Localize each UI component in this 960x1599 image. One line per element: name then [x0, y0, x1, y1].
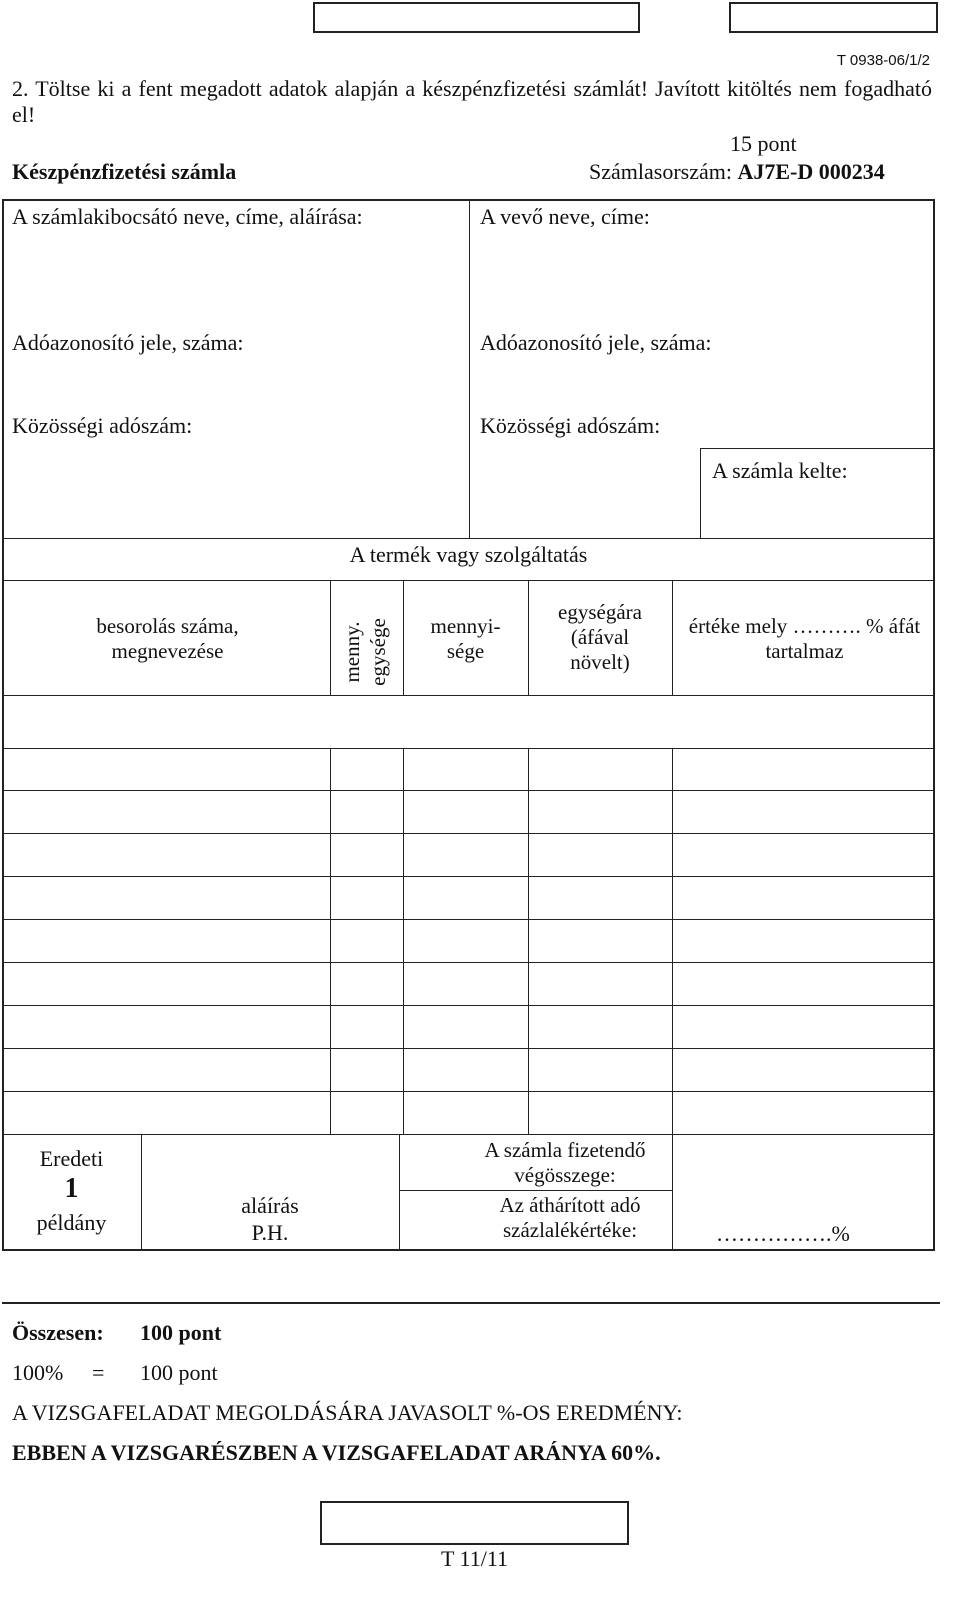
task-instruction: 2. Töltse ki a fent megadott adatok alapján a készpénzfizetési számlát! Javított kitöltés nem fogadható el! — [12, 76, 932, 127]
footer-divider-1 — [141, 1134, 142, 1251]
col-quantity: mennyi-sége — [430, 614, 501, 663]
summary-total-value: 100 pont — [140, 1320, 222, 1345]
page-number: T 11/11 — [440, 1546, 509, 1571]
pct-right: 100 pont — [140, 1360, 218, 1385]
invoice-serial — [589, 159, 885, 185]
row-line-1 — [2, 748, 935, 749]
row-line-5 — [2, 919, 935, 920]
serial-value: AJ7E-D 000234 — [737, 159, 885, 184]
issuer-community-tax-label: Közösségi adószám: — [12, 413, 193, 438]
buyer-community-tax-label: Közösségi adószám: — [480, 413, 661, 438]
buyer-label: A vevő neve, címe: — [480, 204, 650, 229]
issuer-tax-id-label: Adóazonosító jele, száma: — [12, 330, 244, 355]
footer-mid-line — [399, 1190, 672, 1191]
col-classification: besorolás száma, megnevezése — [96, 614, 239, 663]
row-line-4 — [2, 876, 935, 877]
serial-label: Számlasorszám: — [589, 159, 732, 184]
rows-col-1 — [330, 748, 331, 1134]
product-section-top — [2, 538, 935, 539]
footer-divider-2 — [399, 1134, 400, 1251]
tax-rate-label: Az áthárított adó százlalékértéke: — [499, 1193, 641, 1242]
col-value: értéke mely ………. % áfát tartalmaz — [688, 614, 921, 663]
columns-top — [2, 580, 935, 581]
buyer-tax-id-label: Adóazonosító jele, száma: — [480, 330, 712, 355]
row-line-7 — [2, 1005, 935, 1006]
summary-total-label: Összesen: — [12, 1320, 104, 1345]
doc-code: T 0938-06/1/2 — [836, 52, 930, 69]
pct-left: 100% — [12, 1360, 64, 1385]
invoice-date-label: A számla kelte: — [712, 458, 848, 483]
col-divider-4 — [672, 580, 673, 696]
col-divider-2 — [403, 580, 404, 696]
stamp-label: P.H. — [251, 1220, 289, 1245]
date-box-top — [700, 448, 935, 449]
exam-ratio: EBBEN A VIZSGARÉSZBEN A VIZSGAFELADAT ARÁNYA 60%. — [12, 1440, 661, 1465]
col-unit: menny. egysége — [340, 618, 390, 686]
col-divider-3 — [528, 580, 529, 696]
product-section-label: A termék vagy szolgáltatás — [349, 542, 588, 567]
row-line-0 — [2, 695, 935, 696]
date-box-left — [700, 448, 701, 539]
col-divider-1 — [330, 580, 331, 696]
suggested-result: A VIZSGAFELADAT MEGOLDÁSÁRA JAVASOLT %-OS EREDMÉNY: — [12, 1400, 683, 1425]
copy-number: 1 — [64, 1173, 79, 1204]
pct-eq: = — [92, 1360, 105, 1385]
issuer-label: A számlakibocsátó neve, címe, aláírása: — [12, 204, 363, 229]
bottom-score-box — [320, 1501, 629, 1545]
invoice-title: Készpénzfizetési számla — [12, 159, 237, 184]
rows-col-4 — [672, 748, 673, 1134]
row-line-6 — [2, 962, 935, 963]
rows-col-2 — [403, 748, 404, 1134]
row-line-9 — [2, 1091, 935, 1092]
copy-label: példány — [36, 1210, 107, 1235]
score-box-right — [729, 2, 938, 33]
score-box-left — [313, 2, 640, 33]
parties-divider — [469, 199, 470, 539]
col-unit-price: egységára (áfával növelt) — [558, 600, 642, 674]
task-points: 15 pont — [730, 131, 797, 156]
summary-rule — [2, 1302, 940, 1304]
rows-col-3 — [528, 748, 529, 1134]
row-line-2 — [2, 790, 935, 791]
row-line-3 — [2, 833, 935, 834]
total-due-label: A számla fizetendő végösszege: — [484, 1138, 646, 1187]
original-label: Eredeti — [39, 1146, 104, 1171]
tax-rate-blank: …………….% — [716, 1221, 850, 1246]
signature-label: aláírás — [241, 1193, 299, 1218]
row-line-8 — [2, 1048, 935, 1049]
